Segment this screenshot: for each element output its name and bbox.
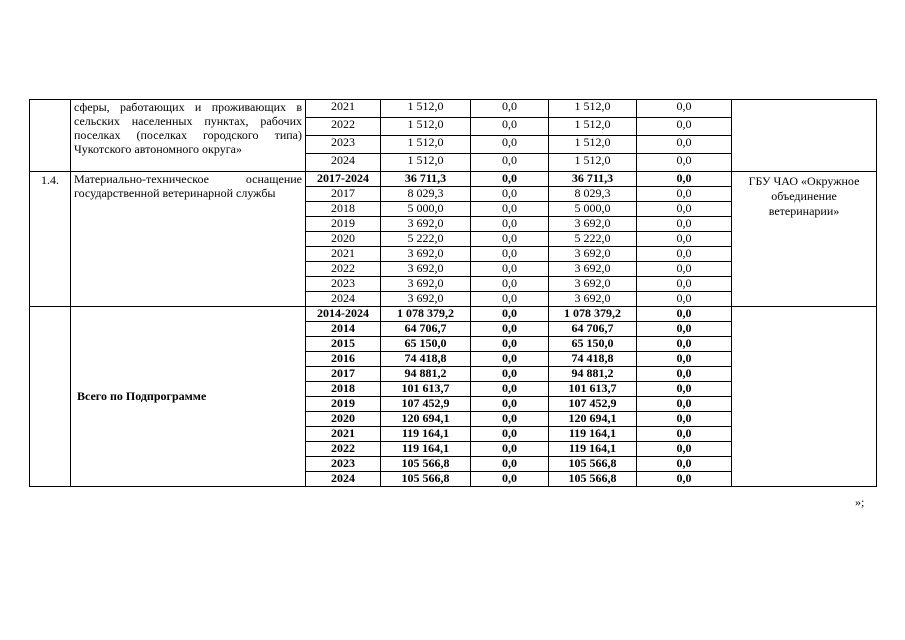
year-cell: 2021 [306, 247, 381, 262]
federal-cell: 0,0 [471, 277, 549, 292]
regional-cell: 105 566,8 [549, 457, 637, 472]
total-cell: 1 512,0 [381, 136, 471, 154]
other-cell: 0,0 [637, 277, 732, 292]
regional-cell: 3 692,0 [549, 262, 637, 277]
year-cell: 2016 [306, 352, 381, 367]
federal-cell: 0,0 [471, 292, 549, 307]
federal-cell: 0,0 [471, 187, 549, 202]
year-cell: 2022 [306, 118, 381, 136]
total-cell: 3 692,0 [381, 217, 471, 232]
federal-cell: 0,0 [471, 442, 549, 457]
federal-cell: 0,0 [471, 412, 549, 427]
year-cell: 2014-2024 [306, 307, 381, 322]
federal-cell: 0,0 [471, 154, 549, 172]
total-cell: 94 881,2 [381, 367, 471, 382]
total-cell: 3 692,0 [381, 262, 471, 277]
year-cell: 2017 [306, 367, 381, 382]
other-cell: 0,0 [637, 412, 732, 427]
regional-cell: 1 512,0 [549, 100, 637, 118]
federal-cell: 0,0 [471, 172, 549, 187]
measure-name-cell: Материально-техническое оснащение государственной ветеринарной службы [71, 172, 306, 307]
federal-cell: 0,0 [471, 457, 549, 472]
other-cell: 0,0 [637, 217, 732, 232]
federal-cell: 0,0 [471, 232, 549, 247]
total-cell: 64 706,7 [381, 322, 471, 337]
regional-cell: 107 452,9 [549, 397, 637, 412]
total-cell: 101 613,7 [381, 382, 471, 397]
total-cell: 105 566,8 [381, 472, 471, 487]
total-cell: 8 029,3 [381, 187, 471, 202]
year-cell: 2018 [306, 202, 381, 217]
year-cell: 2018 [306, 382, 381, 397]
federal-cell: 0,0 [471, 217, 549, 232]
other-cell: 0,0 [637, 397, 732, 412]
regional-cell: 3 692,0 [549, 277, 637, 292]
closing-quote: »; [855, 495, 865, 509]
regional-cell: 94 881,2 [549, 367, 637, 382]
year-cell: 2019 [306, 397, 381, 412]
table-row [30, 172, 877, 187]
total-cell: 5 222,0 [381, 232, 471, 247]
row-number-cell [30, 100, 71, 172]
federal-cell: 0,0 [471, 202, 549, 217]
year-cell: 2017-2024 [306, 172, 381, 187]
other-cell: 0,0 [637, 382, 732, 397]
other-cell: 0,0 [637, 307, 732, 322]
regional-cell: 105 566,8 [549, 472, 637, 487]
federal-cell: 0,0 [471, 118, 549, 136]
total-cell: 119 164,1 [381, 442, 471, 457]
federal-cell: 0,0 [471, 307, 549, 322]
total-cell: 1 512,0 [381, 154, 471, 172]
other-cell: 0,0 [637, 367, 732, 382]
total-cell: 1 512,0 [381, 118, 471, 136]
other-cell: 0,0 [637, 187, 732, 202]
other-cell: 0,0 [637, 154, 732, 172]
total-cell: 3 692,0 [381, 247, 471, 262]
other-cell: 0,0 [637, 202, 732, 217]
year-cell: 2023 [306, 277, 381, 292]
table-row [30, 100, 877, 118]
regional-cell: 5 222,0 [549, 232, 637, 247]
other-cell: 0,0 [637, 337, 732, 352]
executor-cell: ГБУ ЧАО «Окружное объединение ветеринарии» [732, 172, 877, 307]
year-cell: 2019 [306, 217, 381, 232]
other-cell: 0,0 [637, 247, 732, 262]
year-cell: 2020 [306, 412, 381, 427]
regional-cell: 64 706,7 [549, 322, 637, 337]
year-cell: 2024 [306, 154, 381, 172]
regional-cell: 3 692,0 [549, 292, 637, 307]
federal-cell: 0,0 [471, 322, 549, 337]
total-cell: 5 000,0 [381, 202, 471, 217]
year-cell: 2021 [306, 100, 381, 118]
executor-cell [732, 307, 877, 487]
year-cell: 2024 [306, 292, 381, 307]
other-cell: 0,0 [637, 292, 732, 307]
regional-cell: 119 164,1 [549, 427, 637, 442]
regional-cell: 1 512,0 [549, 118, 637, 136]
total-cell: 120 694,1 [381, 412, 471, 427]
year-cell: 2022 [306, 262, 381, 277]
total-label-cell: Всего по Подпрограмме [71, 307, 306, 487]
federal-cell: 0,0 [471, 262, 549, 277]
federal-cell: 0,0 [471, 136, 549, 154]
year-cell: 2021 [306, 427, 381, 442]
federal-cell: 0,0 [471, 100, 549, 118]
other-cell: 0,0 [637, 457, 732, 472]
year-cell: 2017 [306, 187, 381, 202]
total-cell: 74 418,8 [381, 352, 471, 367]
regional-cell: 120 694,1 [549, 412, 637, 427]
table-row [30, 307, 877, 322]
other-cell: 0,0 [637, 100, 732, 118]
other-cell: 0,0 [637, 442, 732, 457]
total-cell: 1 078 379,2 [381, 307, 471, 322]
federal-cell: 0,0 [471, 427, 549, 442]
row-number-cell [30, 307, 71, 487]
regional-cell: 74 418,8 [549, 352, 637, 367]
measure-name-cell: сферы, работающих и проживающих в сельских населенных пунктах, рабочих поселках (поселках городского типа) Чукотского автономного округа» [71, 100, 306, 172]
total-cell: 3 692,0 [381, 277, 471, 292]
regional-cell: 5 000,0 [549, 202, 637, 217]
federal-cell: 0,0 [471, 367, 549, 382]
regional-cell: 1 512,0 [549, 154, 637, 172]
year-cell: 2015 [306, 337, 381, 352]
federal-cell: 0,0 [471, 397, 549, 412]
federal-cell: 0,0 [471, 247, 549, 262]
total-cell: 65 150,0 [381, 337, 471, 352]
year-cell: 2022 [306, 442, 381, 457]
regional-cell: 3 692,0 [549, 217, 637, 232]
total-cell: 119 164,1 [381, 427, 471, 442]
other-cell: 0,0 [637, 322, 732, 337]
total-cell: 105 566,8 [381, 457, 471, 472]
regional-cell: 65 150,0 [549, 337, 637, 352]
regional-cell: 101 613,7 [549, 382, 637, 397]
other-cell: 0,0 [637, 232, 732, 247]
regional-cell: 3 692,0 [549, 247, 637, 262]
total-cell: 1 512,0 [381, 100, 471, 118]
year-cell: 2014 [306, 322, 381, 337]
other-cell: 0,0 [637, 352, 732, 367]
year-cell: 2024 [306, 472, 381, 487]
year-cell: 2023 [306, 457, 381, 472]
other-cell: 0,0 [637, 118, 732, 136]
federal-cell: 0,0 [471, 472, 549, 487]
other-cell: 0,0 [637, 262, 732, 277]
executor-cell [732, 100, 877, 172]
federal-cell: 0,0 [471, 352, 549, 367]
regional-cell: 1 512,0 [549, 136, 637, 154]
row-number-cell: 1.4. [30, 172, 71, 307]
total-cell: 3 692,0 [381, 292, 471, 307]
subprogram-finance-table [29, 99, 877, 487]
other-cell: 0,0 [637, 136, 732, 154]
total-cell: 36 711,3 [381, 172, 471, 187]
other-cell: 0,0 [637, 427, 732, 442]
regional-cell: 36 711,3 [549, 172, 637, 187]
other-cell: 0,0 [637, 472, 732, 487]
other-cell: 0,0 [637, 172, 732, 187]
regional-cell: 8 029,3 [549, 187, 637, 202]
regional-cell: 1 078 379,2 [549, 307, 637, 322]
year-cell: 2020 [306, 232, 381, 247]
federal-cell: 0,0 [471, 382, 549, 397]
regional-cell: 119 164,1 [549, 442, 637, 457]
total-cell: 107 452,9 [381, 397, 471, 412]
federal-cell: 0,0 [471, 337, 549, 352]
year-cell: 2023 [306, 136, 381, 154]
